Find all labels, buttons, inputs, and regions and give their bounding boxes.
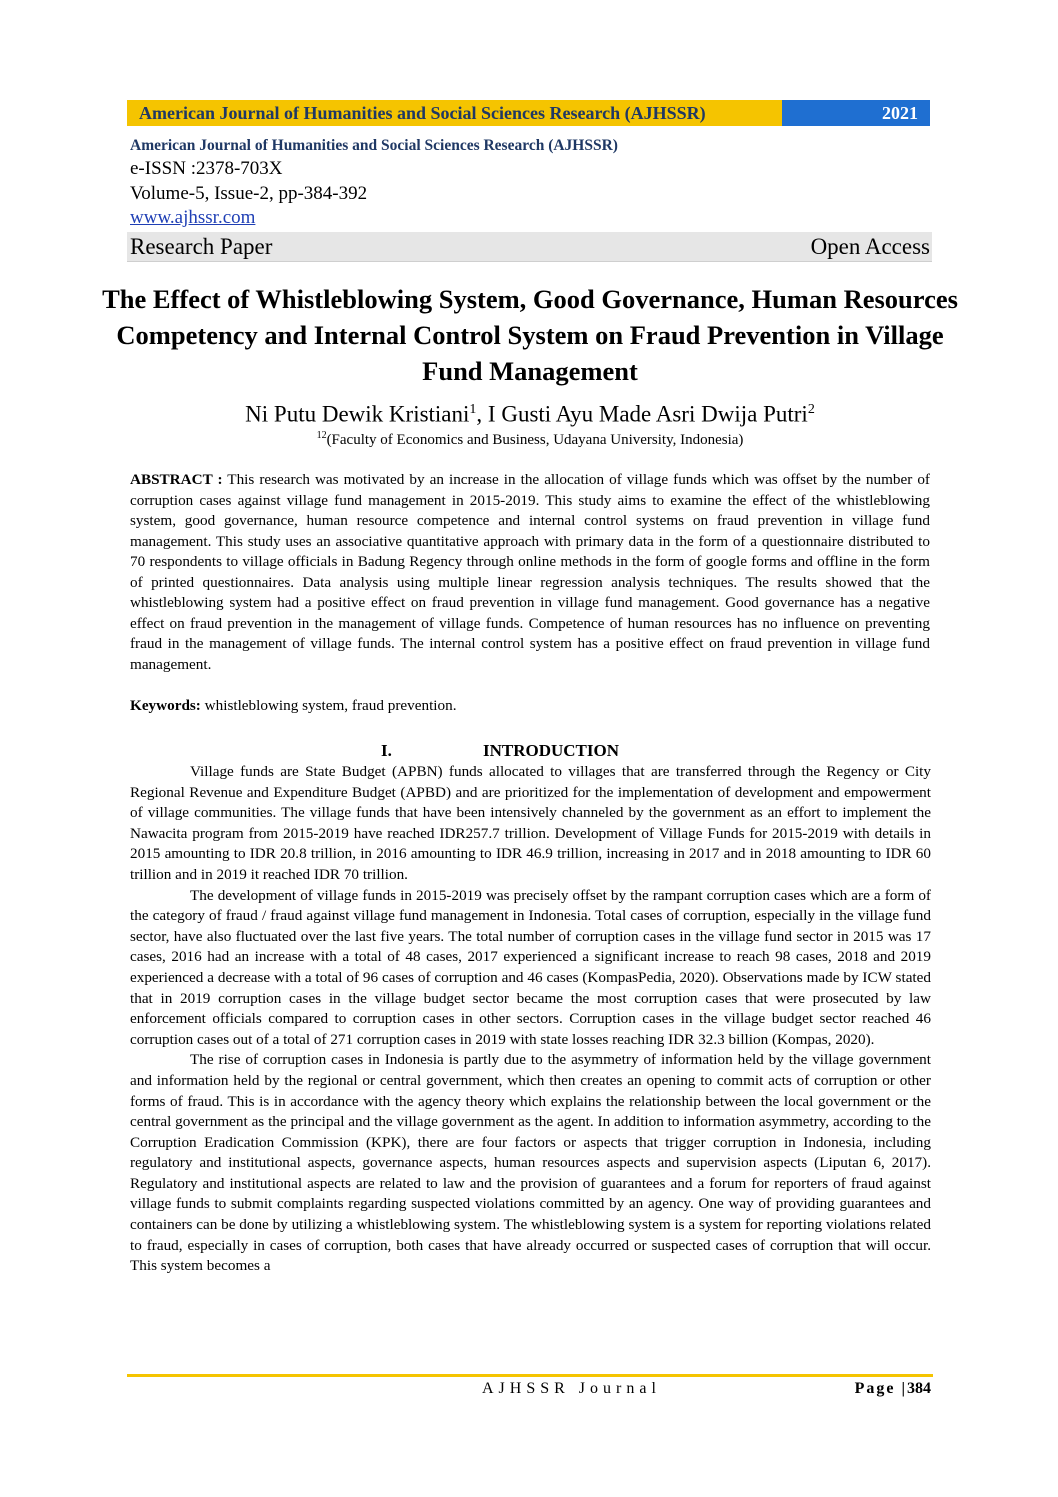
author-name: Ni Putu Dewik Kristiani	[245, 401, 470, 427]
author-superscript: 2	[807, 402, 815, 417]
section-number: I.	[381, 741, 392, 760]
abstract-label: ABSTRACT :	[130, 471, 223, 488]
paper-type-bar	[127, 232, 932, 262]
header-year: 2021	[782, 100, 930, 126]
author-line	[100, 395, 960, 430]
abstract-text: This research was motivated by an increase in the allocation of village funds which was offset by the number of corruption cases against village fund management in 2015-2019. This study aims to examine the effect of the whistleblowing system, good governance, human resource competence and internal control systems on fraud prevention in village fund management. This study uses an associative quantitative approach with primary data in the form of a questionnaire distributed to 70 respondents to village officials in Badung Regency through online methods in the form of google forms and offline in the form of printed questionnaires. Data analysis using multiple linear regression analysis techniques. The results showed that the whistleblowing system had a positive effect on fraud prevention in village fund management. Good governance has a negative effect on fraud prevention in the management of village funds. Competence of human resources has no influence on preventing fraud in the management of village funds. The internal control system has a positive effect on fraud prevention in village fund management.	[130, 471, 930, 673]
paper-title: The Effect of Whistleblowing System, Good Governance, Human Resources Competency and Internal Control System on Fraud Prevention in Village Fund Management	[102, 284, 958, 386]
affiliation-superscript: 12	[316, 430, 327, 441]
keywords	[130, 696, 930, 716]
paper-type-label: Research Paper	[130, 233, 273, 259]
access-label: Open Access	[810, 233, 930, 259]
abstract	[130, 470, 930, 675]
author-separator: ,	[476, 401, 488, 427]
keywords-text: whistleblowing system, fraud prevention.	[204, 697, 457, 714]
introduction-body	[130, 762, 931, 1277]
body-paragraph: Village funds are State Budget (APBN) funds allocated to villages that are transferred through the Regency or City Regional Revenue and Expenditure Budget (APBD) and are prioritized for the implementation of development and empowerment of village communities. The village funds that have been intensively channeled by the government as an effort to implement the Nawacita program from 2015-2019 have reached IDR257.7 trillion. Development of Village Funds for 2015-2019 with details in 2015 amounting to IDR 20.8 trillion, in 2016 amounting to IDR 46.9 trillion, increasing in 2017 and in 2018 amounting to IDR 60 trillion and in 2019 it reached IDR 70 trillion.	[130, 763, 931, 883]
meta-journal-name: American Journal of Humanities and Social Sciences Research (AJHSSR)	[130, 137, 618, 154]
journal-url-link[interactable]: www.ajhssr.com	[130, 207, 256, 228]
keywords-label: Keywords:	[130, 697, 201, 714]
meta-volume: Volume-5, Issue-2, pp-384-392	[130, 183, 368, 204]
footer-page-label: Page |	[854, 1380, 907, 1397]
meta-issn: e-ISSN :2378-703X	[130, 158, 283, 179]
header-journal-name: American Journal of Humanities and Social Sciences Research (AJHSSR)	[127, 100, 782, 126]
journal-header-bar	[127, 100, 930, 126]
section-title: INTRODUCTION	[483, 741, 620, 760]
author-name: I Gusti Ayu Made Asri Dwija Putri	[487, 401, 808, 427]
page-footer	[127, 1378, 933, 1400]
footer-divider	[127, 1374, 933, 1377]
journal-meta	[130, 136, 935, 262]
body-paragraph: The development of village funds in 2015-2019 was precisely offset by the rampant corruption cases which are a form of the category of fraud / fraud against village fund management in Indonesia. Total cases of corruption, especially in the village fund sector, have also fluctuated over the last five years. The total number of corruption cases in the village fund sector in 2015 was 17 cases, 2016 had an increase with a total of 48 cases, 2017 experienced a significant increase to reach 98 cases, 2018 and 2019 experienced a decrease with a total of 96 cases of corruption and 46 cases (KompasPedia, 2020). Observations made by ICW stated that in 2019 corruption cases in the village budget sector became the most corruption cases that were prosecuted by law enforcement officials compared to corruption cases in other sectors. Corruption cases in the village budget sector reached 46 corruption cases out of a total of 271 corruption cases in 2019 with state losses reaching IDR 32.3 billion (Kompas, 2020).	[130, 886, 931, 1048]
author-superscript: 1	[469, 402, 477, 417]
body-paragraph: The rise of corruption cases in Indonesia is partly due to the asymmetry of information held by the village government and information held by the regional or central government, which then creates an opening to commit acts of corruption or other forms of fraud. This is in accordance with the agency theory which explains the relationship between the local government or the central government as the principal and the village government as the agent. In addition to information asymmetry, according to the Corruption Eradication Commission (KPK), there are four factors or aspects that trigger corruption in Indonesia, including regulatory and institutional aspects, governance aspects, human resources aspects and supervision aspects (Liputan 6, 2017). Regulatory and institutional aspects are related to law and the provision of guarantees and a forum for reporters of fraud against village funds to submit complaints regarding suspected violations committed by an agency. One way of providing guarantees and containers can be done by utilizing a whistleblowing system. The whistleblowing system is a system for reporting violations related to fraud, especially in cases of corruption, both cases that have already occurred or suspected cases of corruption that will occur. This system becomes a	[130, 1051, 931, 1275]
affiliation	[100, 426, 960, 450]
footer-journal: AJHSSR Journal	[482, 1380, 661, 1397]
footer-page	[855, 1378, 931, 1400]
footer-page-number: 384	[907, 1380, 931, 1397]
affiliation-text: (Faculty of Economics and Business, Udayana University, Indonesia)	[326, 432, 744, 448]
